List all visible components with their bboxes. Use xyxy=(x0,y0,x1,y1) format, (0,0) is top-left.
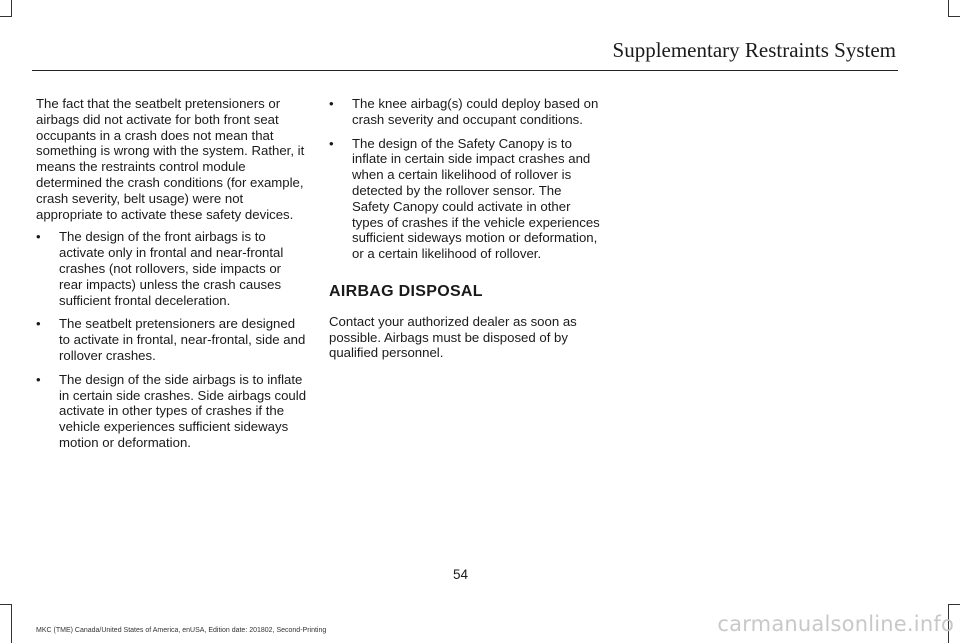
list-item xyxy=(36,229,308,308)
bullet-mark: • xyxy=(329,96,334,111)
list-item-text: The seatbelt pretensioners are designed to activate in frontal, near-frontal, side and rollover crashes. xyxy=(59,316,306,363)
crop-mark-top-right xyxy=(948,0,960,17)
crop-mark-bottom-left xyxy=(0,604,12,643)
list-item xyxy=(36,316,308,363)
list-item-text: The design of the Safety Canopy is to inflate in certain side impact crashes and when a certain likelihood of rollover is detected by the rollover sensor. The Safety Canopy could activate in other types of crashes if the vehicle experiences sufficient sideways motion or deformation, or a certain likelihood of rollover. xyxy=(352,135,600,262)
right-bullet-list xyxy=(329,96,601,262)
bullet-mark: • xyxy=(329,135,334,151)
list-item-text: The knee airbag(s) could deploy based on crash severity and occupant conditions. xyxy=(352,96,599,127)
section-heading-airbag-disposal: AIRBAG DISPOSAL xyxy=(329,282,483,300)
airbag-disposal-paragraph: Contact your authorized dealer as soon as possible. Airbags must be disposed of by qualified personnel. xyxy=(329,313,577,361)
header-divider xyxy=(32,70,898,71)
bullet-mark: • xyxy=(36,371,41,387)
bullet-mark: • xyxy=(36,316,41,332)
list-item-text: The design of the side airbags is to inflate in certain side crashes. Side airbags could activate in other types of crashes if the vehicle experiences sufficient sideways motion or deformation. xyxy=(59,371,307,450)
watermark: carmanualsonline.info xyxy=(717,612,954,636)
list-item xyxy=(36,372,308,451)
list-item xyxy=(329,136,601,262)
left-column xyxy=(36,96,308,459)
left-bullet-list xyxy=(36,229,308,450)
footer-edition-info: MKC (TME) Canada/United States of America, enUSA, Edition date: 201802, Second-Printing xyxy=(36,627,327,634)
page-number: 54 xyxy=(453,567,469,582)
list-item-text: The design of the front airbags is to activate only in frontal and near-frontal crashes (not rollovers, side impacts or rear impacts) unless the crash causes sufficient frontal deceleration. xyxy=(59,229,284,308)
crop-mark-top-left xyxy=(0,0,12,17)
intro-paragraph: The fact that the seatbelt pretensioners or airbags did not activate for both front seat occupants in a crash does not mean that something is wrong with the system. Rather, it means the restraints control module determined the crash conditions (for example, crash severity, belt usage) were not appropriate to activate these safety devices. xyxy=(36,96,305,222)
page-header-title: Supplementary Restraints System xyxy=(612,38,896,62)
right-column xyxy=(329,96,601,368)
bullet-mark: • xyxy=(36,229,41,245)
list-item xyxy=(329,96,601,128)
